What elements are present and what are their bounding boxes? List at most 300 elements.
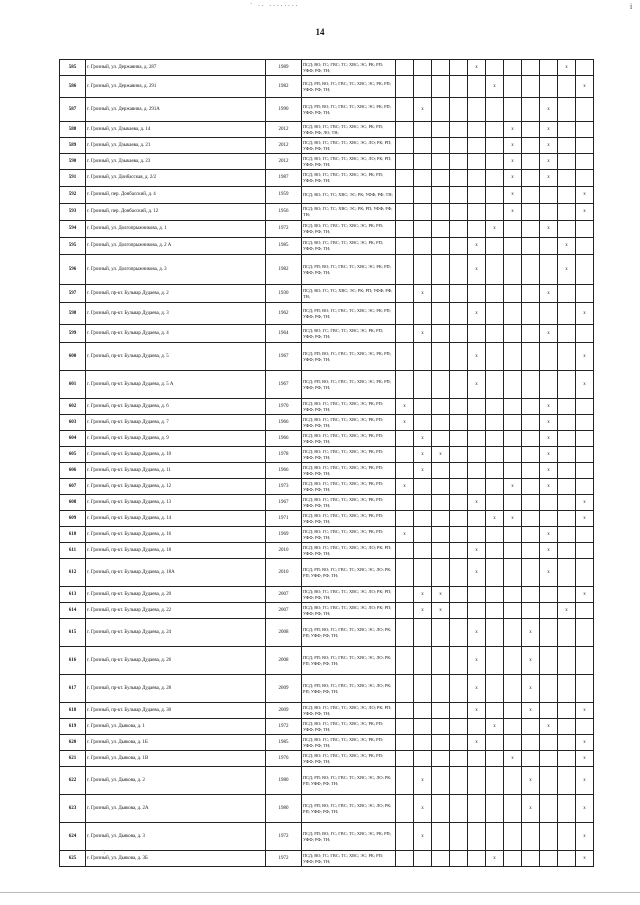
mark-cell [468, 447, 486, 463]
mark-cell [414, 204, 432, 221]
mark-cell [558, 703, 576, 719]
mark-cell: х [486, 511, 504, 527]
address-cell: г. Грозный, ул. Донбасская, д. 2/2 [86, 170, 266, 187]
mark-cell [432, 851, 450, 867]
mark-cell: х [468, 675, 486, 703]
systems-cell: ПСД; РП; ВО; ГС; ГВС; ТС; ХВС; ЭС; ЛО; РК; РП; УФФ; РФ; ТН; [302, 559, 396, 587]
mark-cell [504, 303, 522, 325]
mark-cell: х [522, 647, 540, 675]
mark-cell [558, 851, 576, 867]
mark-cell [414, 543, 432, 559]
mark-cell [432, 303, 450, 325]
mark-cell [540, 303, 558, 325]
mark-cell [558, 447, 576, 463]
mark-cell [396, 587, 414, 603]
mark-cell [432, 619, 450, 647]
year-cell: 1990 [266, 98, 302, 122]
mark-cell [558, 823, 576, 851]
mark-cell [558, 647, 576, 675]
row-number: 603 [60, 415, 86, 431]
systems-cell: ПСД; РП; ВО; ГС; ГВС; ТС; ХВС; ЭС; РК; РП; УФФ; РФ; ТН; [302, 76, 396, 98]
mark-cell [396, 285, 414, 303]
mark-cell [414, 76, 432, 98]
systems-cell: ПСД; ВО; ГС; ГВС; ТС; ХВС; ЭС; РК; РП; УФФ; РФ; ТН; [302, 463, 396, 479]
mark-cell: х [576, 795, 594, 823]
mark-cell [486, 371, 504, 399]
table-row [60, 851, 594, 867]
mark-cell [576, 285, 594, 303]
table-row [60, 823, 594, 851]
table-row [60, 431, 594, 447]
mark-cell [450, 479, 468, 495]
mark-cell: х [414, 431, 432, 447]
mark-cell [414, 495, 432, 511]
mark-cell: х [414, 463, 432, 479]
mark-cell [558, 559, 576, 587]
mark-cell [522, 851, 540, 867]
mark-cell [450, 255, 468, 285]
mark-cell [450, 619, 468, 647]
mark-cell [396, 543, 414, 559]
mark-cell: х [414, 587, 432, 603]
mark-cell [450, 511, 468, 527]
mark-cell [432, 647, 450, 675]
mark-cell [504, 543, 522, 559]
mark-cell [504, 719, 522, 735]
mark-cell [576, 255, 594, 285]
table-row [60, 138, 594, 154]
address-cell: г. Грозный, пр-кт. Бульвар Дудаева, д. 26 [86, 647, 266, 675]
mark-cell [414, 415, 432, 431]
mark-cell [414, 527, 432, 543]
address-cell: г. Грозный, пр-кт. Бульвар Дудаева, д. 22 [86, 603, 266, 619]
mark-cell: х [504, 154, 522, 170]
table-row [60, 719, 594, 735]
mark-cell [432, 675, 450, 703]
row-number: 608 [60, 495, 86, 511]
mark-cell: х [414, 767, 432, 795]
mark-cell [396, 170, 414, 187]
mark-cell: х [540, 527, 558, 543]
mark-cell [522, 399, 540, 415]
mark-cell [486, 170, 504, 187]
mark-cell: х [576, 823, 594, 851]
mark-cell [522, 559, 540, 587]
mark-cell [540, 76, 558, 98]
table-row [60, 76, 594, 98]
row-number: 611 [60, 543, 86, 559]
mark-cell: х [414, 603, 432, 619]
mark-cell [504, 221, 522, 238]
row-number: 589 [60, 138, 86, 154]
systems-cell: ПСД; ВО; ГС; ТС; ХВС; ЭС; РК; УФФ; РФ; ТН; [302, 187, 396, 204]
address-cell: г. Грозный, пр-кт. Бульвар Дудаева, д. 7 [86, 415, 266, 431]
mark-cell [450, 719, 468, 735]
mark-cell [522, 170, 540, 187]
address-cell: г. Грозный, ул. Державина, д. 287 [86, 60, 266, 76]
mark-cell [432, 60, 450, 76]
mark-cell [396, 735, 414, 751]
mark-cell [450, 343, 468, 371]
row-number: 619 [60, 719, 86, 735]
mark-cell [396, 559, 414, 587]
mark-cell [432, 495, 450, 511]
mark-cell [450, 238, 468, 255]
mark-cell [558, 343, 576, 371]
mark-cell [504, 98, 522, 122]
systems-cell: ПСД; РП; ВО; ГС; ГВС; ТС; ХВС; ЭС; РК; РП; УФФ; РФ; ТН; [302, 255, 396, 285]
mark-cell: х [504, 751, 522, 767]
table-row [60, 703, 594, 719]
mark-cell [486, 767, 504, 795]
table-row [60, 559, 594, 587]
year-cell: 1980 [266, 767, 302, 795]
address-cell: г. Грозный, пр-кт. Бульвар Дудаева, д. 5 А [86, 371, 266, 399]
row-number: 616 [60, 647, 86, 675]
systems-cell: ПСД; ВО; ГС; ГВС; ТС; ХВС; ЭС; ЛО; РК; РП; УФФ; РФ; ТН; [302, 543, 396, 559]
row-number: 590 [60, 154, 86, 170]
mark-cell: х [504, 511, 522, 527]
mark-cell [540, 187, 558, 204]
table-row [60, 767, 594, 795]
mark-cell [450, 647, 468, 675]
mark-cell [486, 703, 504, 719]
mark-cell [558, 735, 576, 751]
systems-cell: ПСД; ВО; ГС; ГВС; ТС; ХВС; ЭС; РК; РП; УФФ; РФ; ЛО; ТН; [302, 122, 396, 138]
table-row [60, 447, 594, 463]
mark-cell [432, 371, 450, 399]
mark-cell [432, 325, 450, 343]
mark-cell [414, 238, 432, 255]
mark-cell [504, 238, 522, 255]
mark-cell [450, 285, 468, 303]
address-cell: г. Грозный, пер. Донбасский, д. 12 [86, 204, 266, 221]
mark-cell [432, 399, 450, 415]
mark-cell [468, 587, 486, 603]
mark-cell [522, 527, 540, 543]
row-number: 587 [60, 98, 86, 122]
systems-cell: ПСД; РП; ВО; ГС; ГВС; ТС; ХВС; ЭС; РК; РП; УФФ; РФ; ТН; [302, 303, 396, 325]
systems-cell: ПСД; ВО; ГС; ГВС; ТС; ХВС; ЭС; РК; РП; УФФ; РФ; ТН; [302, 325, 396, 343]
row-number: 610 [60, 527, 86, 543]
year-cell: 1972 [266, 221, 302, 238]
mark-cell: х [576, 76, 594, 98]
year-cell: 2010 [266, 543, 302, 559]
mark-cell [396, 447, 414, 463]
mark-cell [432, 154, 450, 170]
systems-cell: ПСД; РП; ВО; ГС; ГВС; ТС; ХВС; ЭС; ЛО; РК; РП; УФФ; РФ; ТН; [302, 795, 396, 823]
mark-cell [576, 415, 594, 431]
table-row [60, 795, 594, 823]
mark-cell [432, 527, 450, 543]
mark-cell: х [414, 795, 432, 823]
mark-cell [450, 543, 468, 559]
mark-cell [486, 735, 504, 751]
row-number: 606 [60, 463, 86, 479]
mark-cell [468, 415, 486, 431]
mark-cell: х [468, 343, 486, 371]
stray-mark: \ [103, 848, 105, 856]
year-cell: 1987 [266, 170, 302, 187]
mark-cell [414, 479, 432, 495]
mark-cell [396, 719, 414, 735]
address-cell: г. Грозный, пр-кт. Бульвар Дудаева, д. 12 [86, 479, 266, 495]
mark-cell [504, 399, 522, 415]
address-cell: г. Грозный, ул. Дьякова, д. 2А [86, 795, 266, 823]
mark-cell: х [576, 204, 594, 221]
mark-cell [396, 154, 414, 170]
mark-cell [540, 255, 558, 285]
mark-cell: х [504, 138, 522, 154]
mark-cell [414, 851, 432, 867]
bottom-rule [0, 892, 640, 893]
table-row [60, 371, 594, 399]
mark-cell [396, 851, 414, 867]
mark-cell [450, 415, 468, 431]
mark-cell [504, 60, 522, 76]
mark-cell [414, 719, 432, 735]
mark-cell [396, 431, 414, 447]
table-row [60, 463, 594, 479]
address-cell: г. Грозный, пр-кт. Бульвар Дудаева, д. 28 [86, 675, 266, 703]
table-row [60, 587, 594, 603]
mark-cell [522, 98, 540, 122]
mark-cell [486, 431, 504, 447]
row-number: 614 [60, 603, 86, 619]
mark-cell [558, 511, 576, 527]
mark-cell [468, 76, 486, 98]
mark-cell [522, 587, 540, 603]
mark-cell: х [576, 751, 594, 767]
mark-cell [576, 603, 594, 619]
mark-cell: х [522, 795, 540, 823]
address-cell: г. Грозный, ул. Державина, д. 291 [86, 76, 266, 98]
year-cell: 1969 [266, 527, 302, 543]
mark-cell [450, 221, 468, 238]
mark-cell: х [504, 122, 522, 138]
mark-cell [522, 221, 540, 238]
mark-cell [432, 559, 450, 587]
mark-cell [486, 559, 504, 587]
address-cell: г. Грозный, пр-кт. Бульвар Дудаева, д. 11 [86, 463, 266, 479]
mark-cell [522, 371, 540, 399]
mark-cell [504, 343, 522, 371]
systems-cell: ПСД; РП; ВО; ГС; ГВС; ТС; ХВС; ЭС; ЛО; РК; РП; УФФ; РФ; ТН; [302, 619, 396, 647]
year-cell: 1970 [266, 399, 302, 415]
mark-cell: х [540, 138, 558, 154]
mark-cell [504, 795, 522, 823]
mark-cell [522, 447, 540, 463]
mark-cell [450, 751, 468, 767]
mark-cell [522, 285, 540, 303]
mark-cell [486, 463, 504, 479]
year-cell: 1967 [266, 371, 302, 399]
mark-cell [522, 543, 540, 559]
address-cell: г. Грозный, пр-кт. Бульвар Дудаева, д. 2 [86, 285, 266, 303]
address-cell: г. Грозный, ул. Долгопрыжникова, д. 3 [86, 255, 266, 285]
mark-cell [504, 325, 522, 343]
table-row [60, 543, 594, 559]
mark-cell [414, 221, 432, 238]
address-cell: г. Грозный, пр-кт. Бульвар Дудаева, д. 13 [86, 495, 266, 511]
mark-cell: х [540, 415, 558, 431]
row-number: 604 [60, 431, 86, 447]
mark-cell: х [468, 255, 486, 285]
scan-artifact: · .. ........ [250, 0, 300, 8]
mark-cell [504, 675, 522, 703]
address-cell: г. Грозный, ул. Дьякова, д. 1В [86, 751, 266, 767]
mark-cell [558, 527, 576, 543]
year-cell: 1966 [266, 431, 302, 447]
address-cell: г. Грозный, пр-кт. Бульвар Дудаева, д. 9 [86, 431, 266, 447]
mark-cell [576, 447, 594, 463]
table-row [60, 303, 594, 325]
mark-cell [504, 495, 522, 511]
mark-cell [396, 767, 414, 795]
mark-cell [558, 495, 576, 511]
mark-cell: х [468, 619, 486, 647]
table-row [60, 154, 594, 170]
row-number: 594 [60, 221, 86, 238]
mark-cell [396, 98, 414, 122]
systems-cell: ПСД; ВО; ГС; ГВС; ТС; ХВС; ЭС; РК; РП; УФФ; РФ; ТН; [302, 719, 396, 735]
year-cell: 2009 [266, 675, 302, 703]
mark-cell [450, 767, 468, 795]
address-cell: г. Грозный, ул. Долгопрыжникова, д. 2 А [86, 238, 266, 255]
mark-cell [576, 138, 594, 154]
mark-cell [468, 122, 486, 138]
mark-cell [540, 371, 558, 399]
mark-cell [450, 675, 468, 703]
mark-cell [540, 511, 558, 527]
systems-cell: ПСД; ВО; ГС; ГВС; ТС; ХВС; ЭС; РК; РП; УФФ; РФ; ТН; [302, 238, 396, 255]
row-number: 600 [60, 343, 86, 371]
systems-cell: ПСД; ВО; ГС; ГВС; ТС; ХВС; ЭС; ЛО; РК; РП; УФФ; РФ; ТН; [302, 587, 396, 603]
mark-cell [396, 221, 414, 238]
mark-cell [396, 603, 414, 619]
mark-cell: х [468, 735, 486, 751]
mark-cell [396, 463, 414, 479]
systems-cell: ПСД; ВО; ГС; ГВС; ТС; ХВС; ЭС; РК; РП; УФФ; РФ; ТН; [302, 170, 396, 187]
mark-cell [414, 170, 432, 187]
mark-cell [414, 187, 432, 204]
mark-cell [558, 76, 576, 98]
mark-cell [414, 647, 432, 675]
systems-cell: ПСД; РП; ВО; ГС; ГВС; ТС; ХВС; ЭС; ЛО; РК; РП; УФФ; РФ; ТН; [302, 647, 396, 675]
mark-cell [522, 415, 540, 431]
mark-cell [486, 238, 504, 255]
row-number: 621 [60, 751, 86, 767]
mark-cell [576, 98, 594, 122]
mark-cell [432, 98, 450, 122]
systems-cell: ПСД; РП; ВО; ГС; ГВС; ТС; ХВС; ЭС; РК; РП; УФФ; РФ; ТН; [302, 98, 396, 122]
table-row [60, 221, 594, 238]
mark-cell [558, 204, 576, 221]
mark-cell [414, 511, 432, 527]
mark-cell [576, 238, 594, 255]
systems-cell: ПСД; РП; ВО; ГС; ГВС; ТС; ХВС; ЭС; РК; РП; УФФ; РФ; ТН; [302, 371, 396, 399]
mark-cell [540, 647, 558, 675]
mark-cell: х [540, 463, 558, 479]
mark-cell: х [576, 767, 594, 795]
mark-cell [468, 98, 486, 122]
mark-cell: х [576, 303, 594, 325]
mark-cell [504, 255, 522, 285]
row-number: 595 [60, 238, 86, 255]
mark-cell: х [540, 399, 558, 415]
mark-cell [468, 511, 486, 527]
mark-cell: х [522, 675, 540, 703]
mark-cell [540, 823, 558, 851]
mark-cell [396, 238, 414, 255]
mark-cell [396, 138, 414, 154]
mark-cell [486, 479, 504, 495]
year-cell: 1956 [266, 204, 302, 221]
mark-cell [468, 751, 486, 767]
mark-cell [486, 325, 504, 343]
mark-cell: х [540, 479, 558, 495]
mark-cell [522, 751, 540, 767]
year-cell: 1982 [266, 255, 302, 285]
row-number: 605 [60, 447, 86, 463]
mark-cell [468, 527, 486, 543]
mark-cell [450, 703, 468, 719]
mark-cell: х [468, 303, 486, 325]
mark-cell [486, 204, 504, 221]
mark-cell [540, 587, 558, 603]
mark-cell [468, 399, 486, 415]
table-row [60, 60, 594, 76]
year-cell: 1976 [266, 751, 302, 767]
mark-cell [522, 495, 540, 511]
year-cell: 1982 [266, 76, 302, 98]
mark-cell [558, 325, 576, 343]
systems-cell: ПСД; ВО; ГС; ГВС; ТС; ХВС; ЭС; РК; РП; УФФ; РФ; ТН; [302, 851, 396, 867]
mark-cell [504, 703, 522, 719]
mark-cell [450, 170, 468, 187]
mark-cell [558, 371, 576, 399]
mark-cell: х [396, 415, 414, 431]
mark-cell [576, 619, 594, 647]
table-row [60, 751, 594, 767]
mark-cell [486, 154, 504, 170]
mark-cell [396, 511, 414, 527]
mark-cell [432, 204, 450, 221]
mark-cell [576, 399, 594, 415]
mark-cell [432, 170, 450, 187]
mark-cell [504, 767, 522, 795]
mark-cell [522, 255, 540, 285]
mark-cell [432, 463, 450, 479]
mark-cell [450, 795, 468, 823]
mark-cell: х [486, 221, 504, 238]
systems-cell: ПСД; ВО; ГС; ГВС; ТС; ХВС; ЭС; ЛО; РК; РП; УФФ; РФ; ТН; [302, 154, 396, 170]
mark-cell [450, 154, 468, 170]
mark-cell: х [468, 703, 486, 719]
address-cell: г. Грозный, пр-кт. Бульвар Дудаева, д. 10 [86, 447, 266, 463]
mark-cell [504, 415, 522, 431]
mark-cell [414, 703, 432, 719]
mark-cell [486, 823, 504, 851]
mark-cell [486, 619, 504, 647]
address-cell: г. Грозный, ул. Долгопрыжникова, д. 1 [86, 221, 266, 238]
mark-cell [540, 703, 558, 719]
table-row [60, 479, 594, 495]
mark-cell [522, 603, 540, 619]
row-number: 596 [60, 255, 86, 285]
mark-cell [414, 343, 432, 371]
mark-cell [450, 187, 468, 204]
